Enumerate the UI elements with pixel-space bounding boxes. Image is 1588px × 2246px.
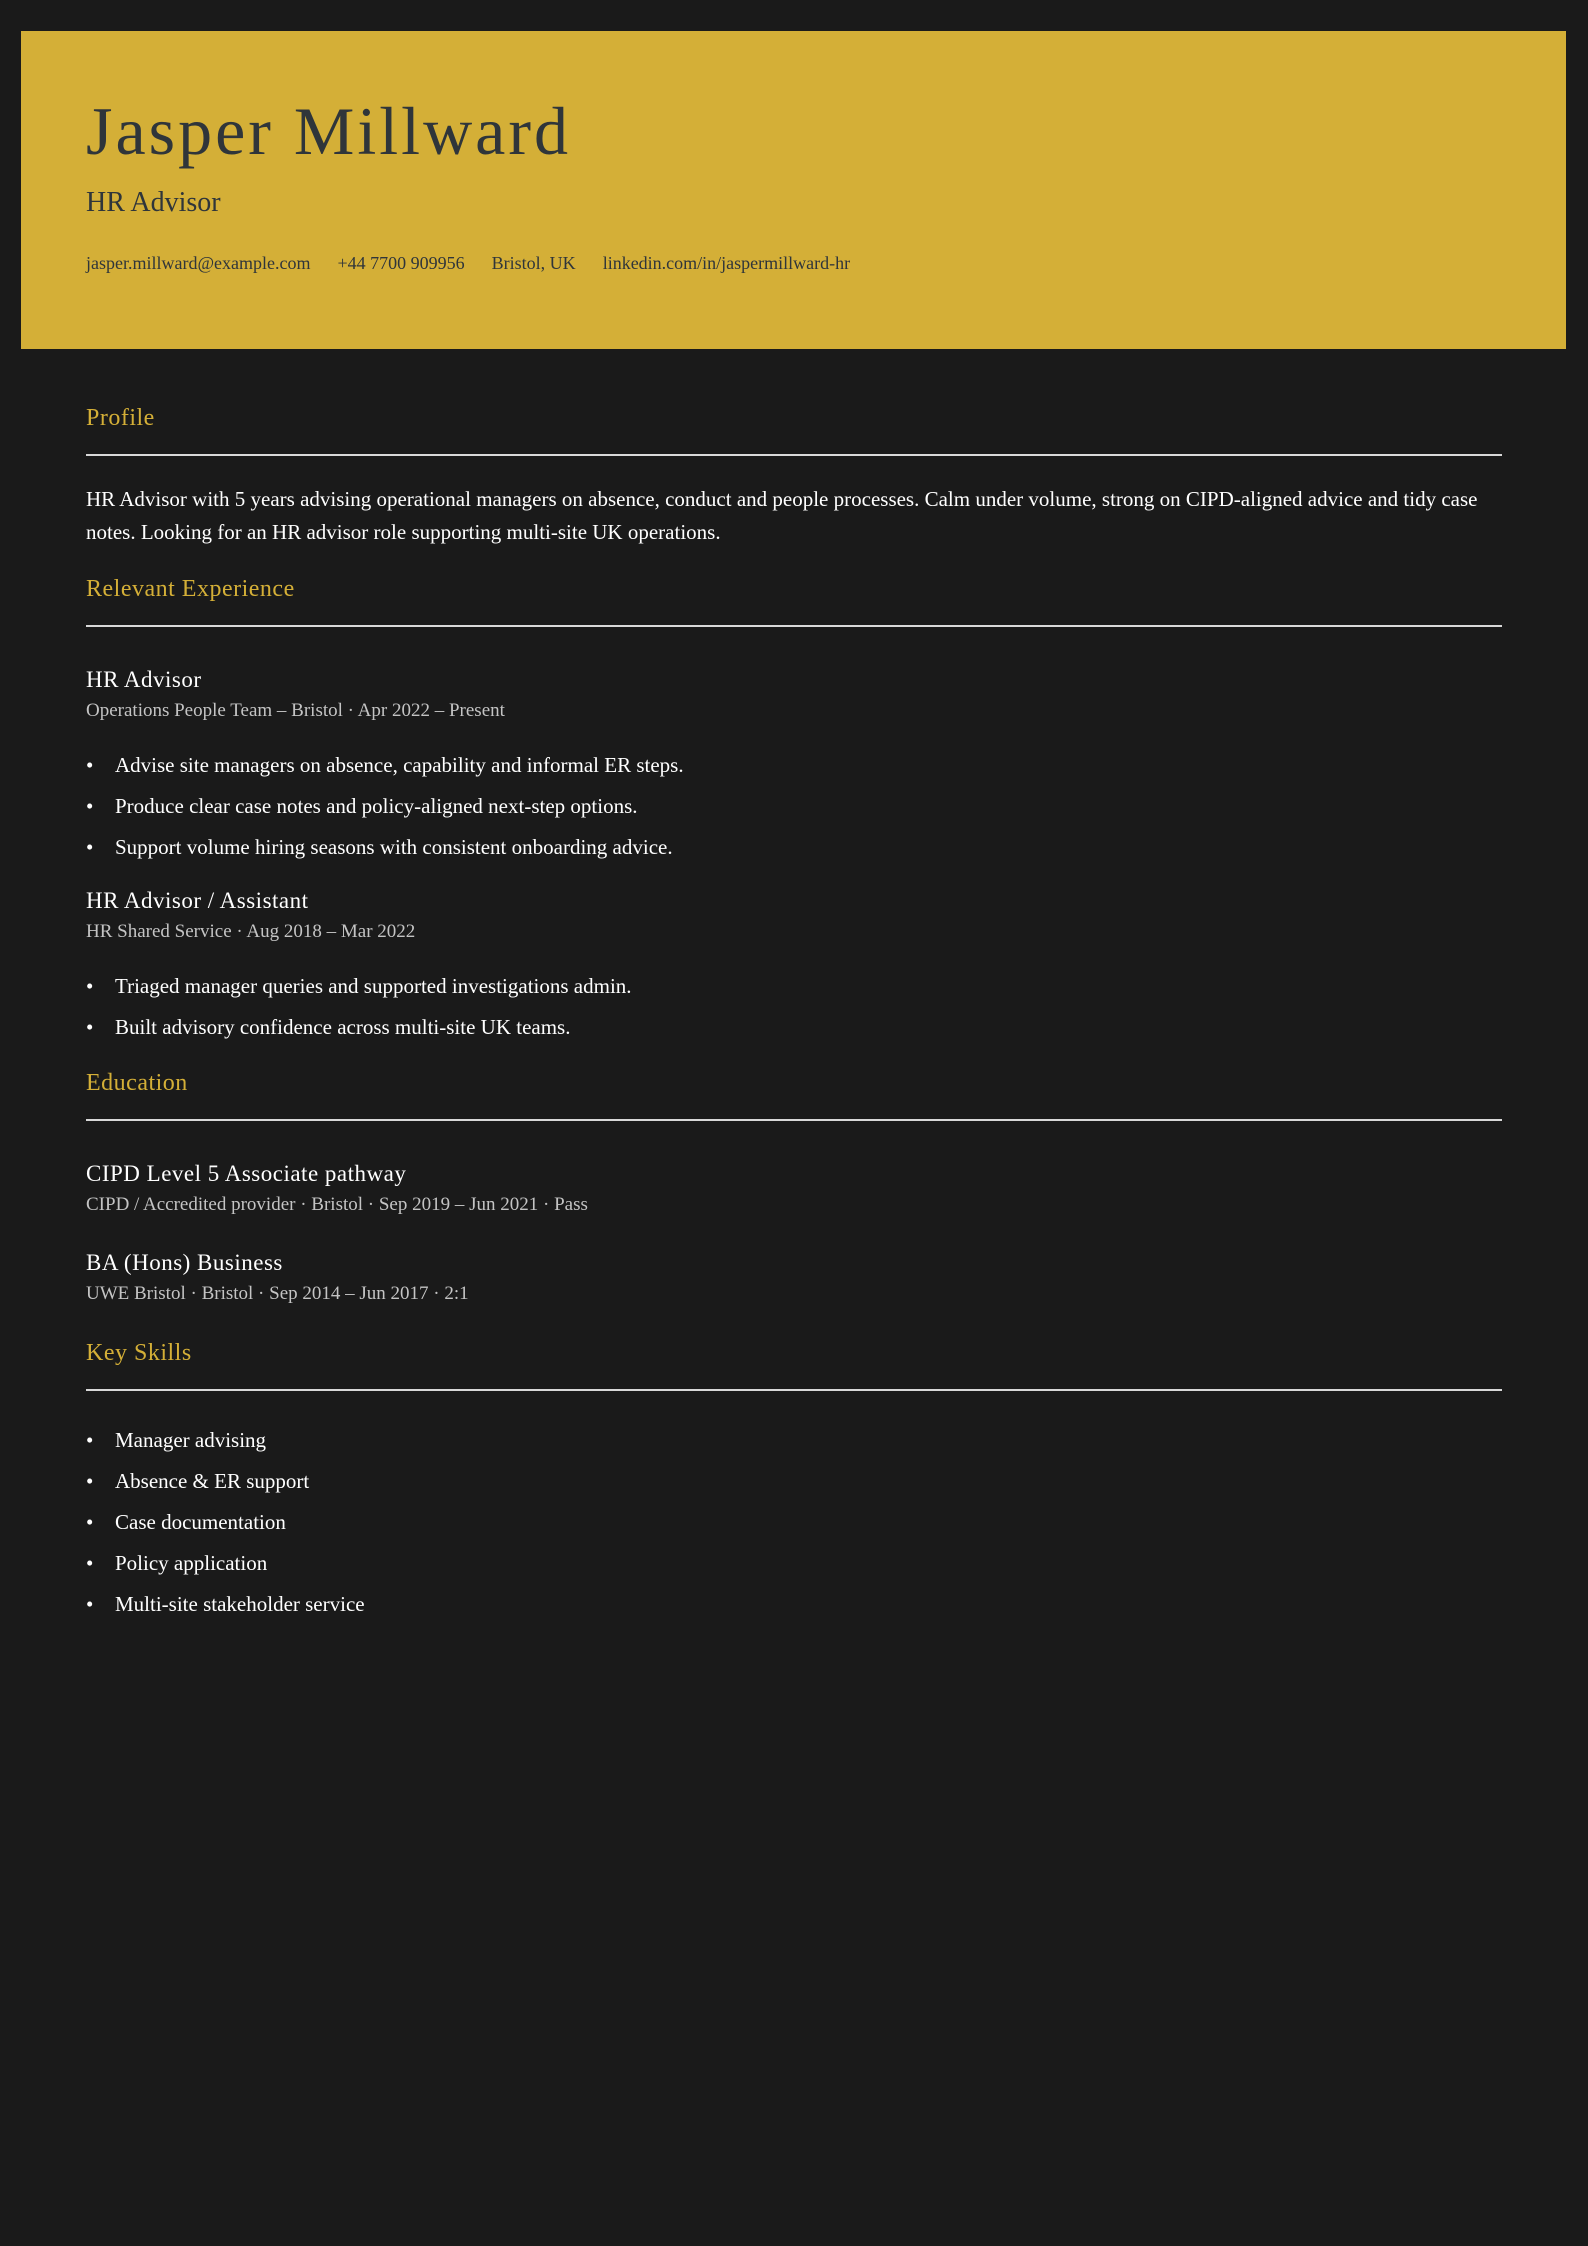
education-heading: Education xyxy=(86,1070,188,1096)
list-item: • Triaged manager queries and supported investigations admin. xyxy=(86,966,632,1007)
bullet-icon: • xyxy=(86,835,94,859)
skills-divider xyxy=(86,1389,1502,1391)
job-title: HR Advisor / Assistant xyxy=(86,888,309,913)
list-item: • Manager advising xyxy=(86,1420,365,1461)
list-item: • Advise site managers on absence, capability and informal ER steps. xyxy=(86,745,684,786)
skills-list xyxy=(86,1420,365,1625)
profile-divider xyxy=(86,454,1502,456)
contact-location: Bristol, UK xyxy=(491,253,576,273)
skills-heading: Key Skills xyxy=(86,1340,192,1366)
bullet-icon: • xyxy=(86,1510,94,1534)
bullet-icon: • xyxy=(86,1428,94,1452)
job-bullets xyxy=(86,966,632,1048)
job-meta: Operations People Team – Bristol · Apr 2022 – Present xyxy=(86,700,505,721)
experience-divider xyxy=(86,625,1502,627)
bullet-icon: • xyxy=(86,794,94,818)
profile-heading: Profile xyxy=(86,405,155,431)
bullet-icon: • xyxy=(86,1469,94,1493)
job-title: HR Advisor xyxy=(86,667,202,692)
contact-phone[interactable]: +44 7700 909956 xyxy=(337,253,465,273)
bullet-icon: • xyxy=(86,974,94,998)
job-meta: HR Shared Service · Aug 2018 – Mar 2022 xyxy=(86,921,416,942)
list-item: • Case documentation xyxy=(86,1502,365,1543)
bullet-icon: • xyxy=(86,1592,94,1616)
list-item: • Built advisory confidence across multi-site UK teams. xyxy=(86,1007,632,1048)
list-item: • Produce clear case notes and policy-aligned next-step options. xyxy=(86,786,684,827)
candidate-role: HR Advisor xyxy=(86,187,221,218)
bullet-icon: • xyxy=(86,753,94,777)
bullet-icon: • xyxy=(86,1551,94,1575)
bullet-icon: • xyxy=(86,1015,94,1039)
contact-linkedin[interactable]: linkedin.com/in/jaspermillward-hr xyxy=(602,253,851,273)
list-item: • Policy application xyxy=(86,1543,365,1584)
education-title: CIPD Level 5 Associate pathway xyxy=(86,1161,407,1186)
resume-header xyxy=(21,31,1566,349)
job-bullets xyxy=(86,745,684,868)
list-item: • Absence & ER support xyxy=(86,1461,365,1502)
candidate-name: Jasper Millward xyxy=(86,93,572,169)
experience-heading: Relevant Experience xyxy=(86,576,295,602)
education-meta: UWE Bristol · Bristol · Sep 2014 – Jun 2017 · 2:1 xyxy=(86,1283,469,1304)
list-item: • Support volume hiring seasons with consistent onboarding advice. xyxy=(86,827,684,868)
education-meta: CIPD / Accredited provider · Bristol · Sep 2019 – Jun 2021 · Pass xyxy=(86,1194,588,1215)
contact-row xyxy=(86,253,850,274)
education-title: BA (Hons) Business xyxy=(86,1250,283,1275)
profile-text: HR Advisor with 5 years advising operational managers on absence, conduct and people processes. Calm under volume, strong on CIPD-aligned advice and tidy case notes. Looking for an HR advisor role supporting multi-site UK operations. xyxy=(86,487,1478,544)
list-item: • Multi-site stakeholder service xyxy=(86,1584,365,1625)
education-divider xyxy=(86,1119,1502,1121)
contact-email[interactable]: jasper.millward@example.com xyxy=(86,253,311,273)
